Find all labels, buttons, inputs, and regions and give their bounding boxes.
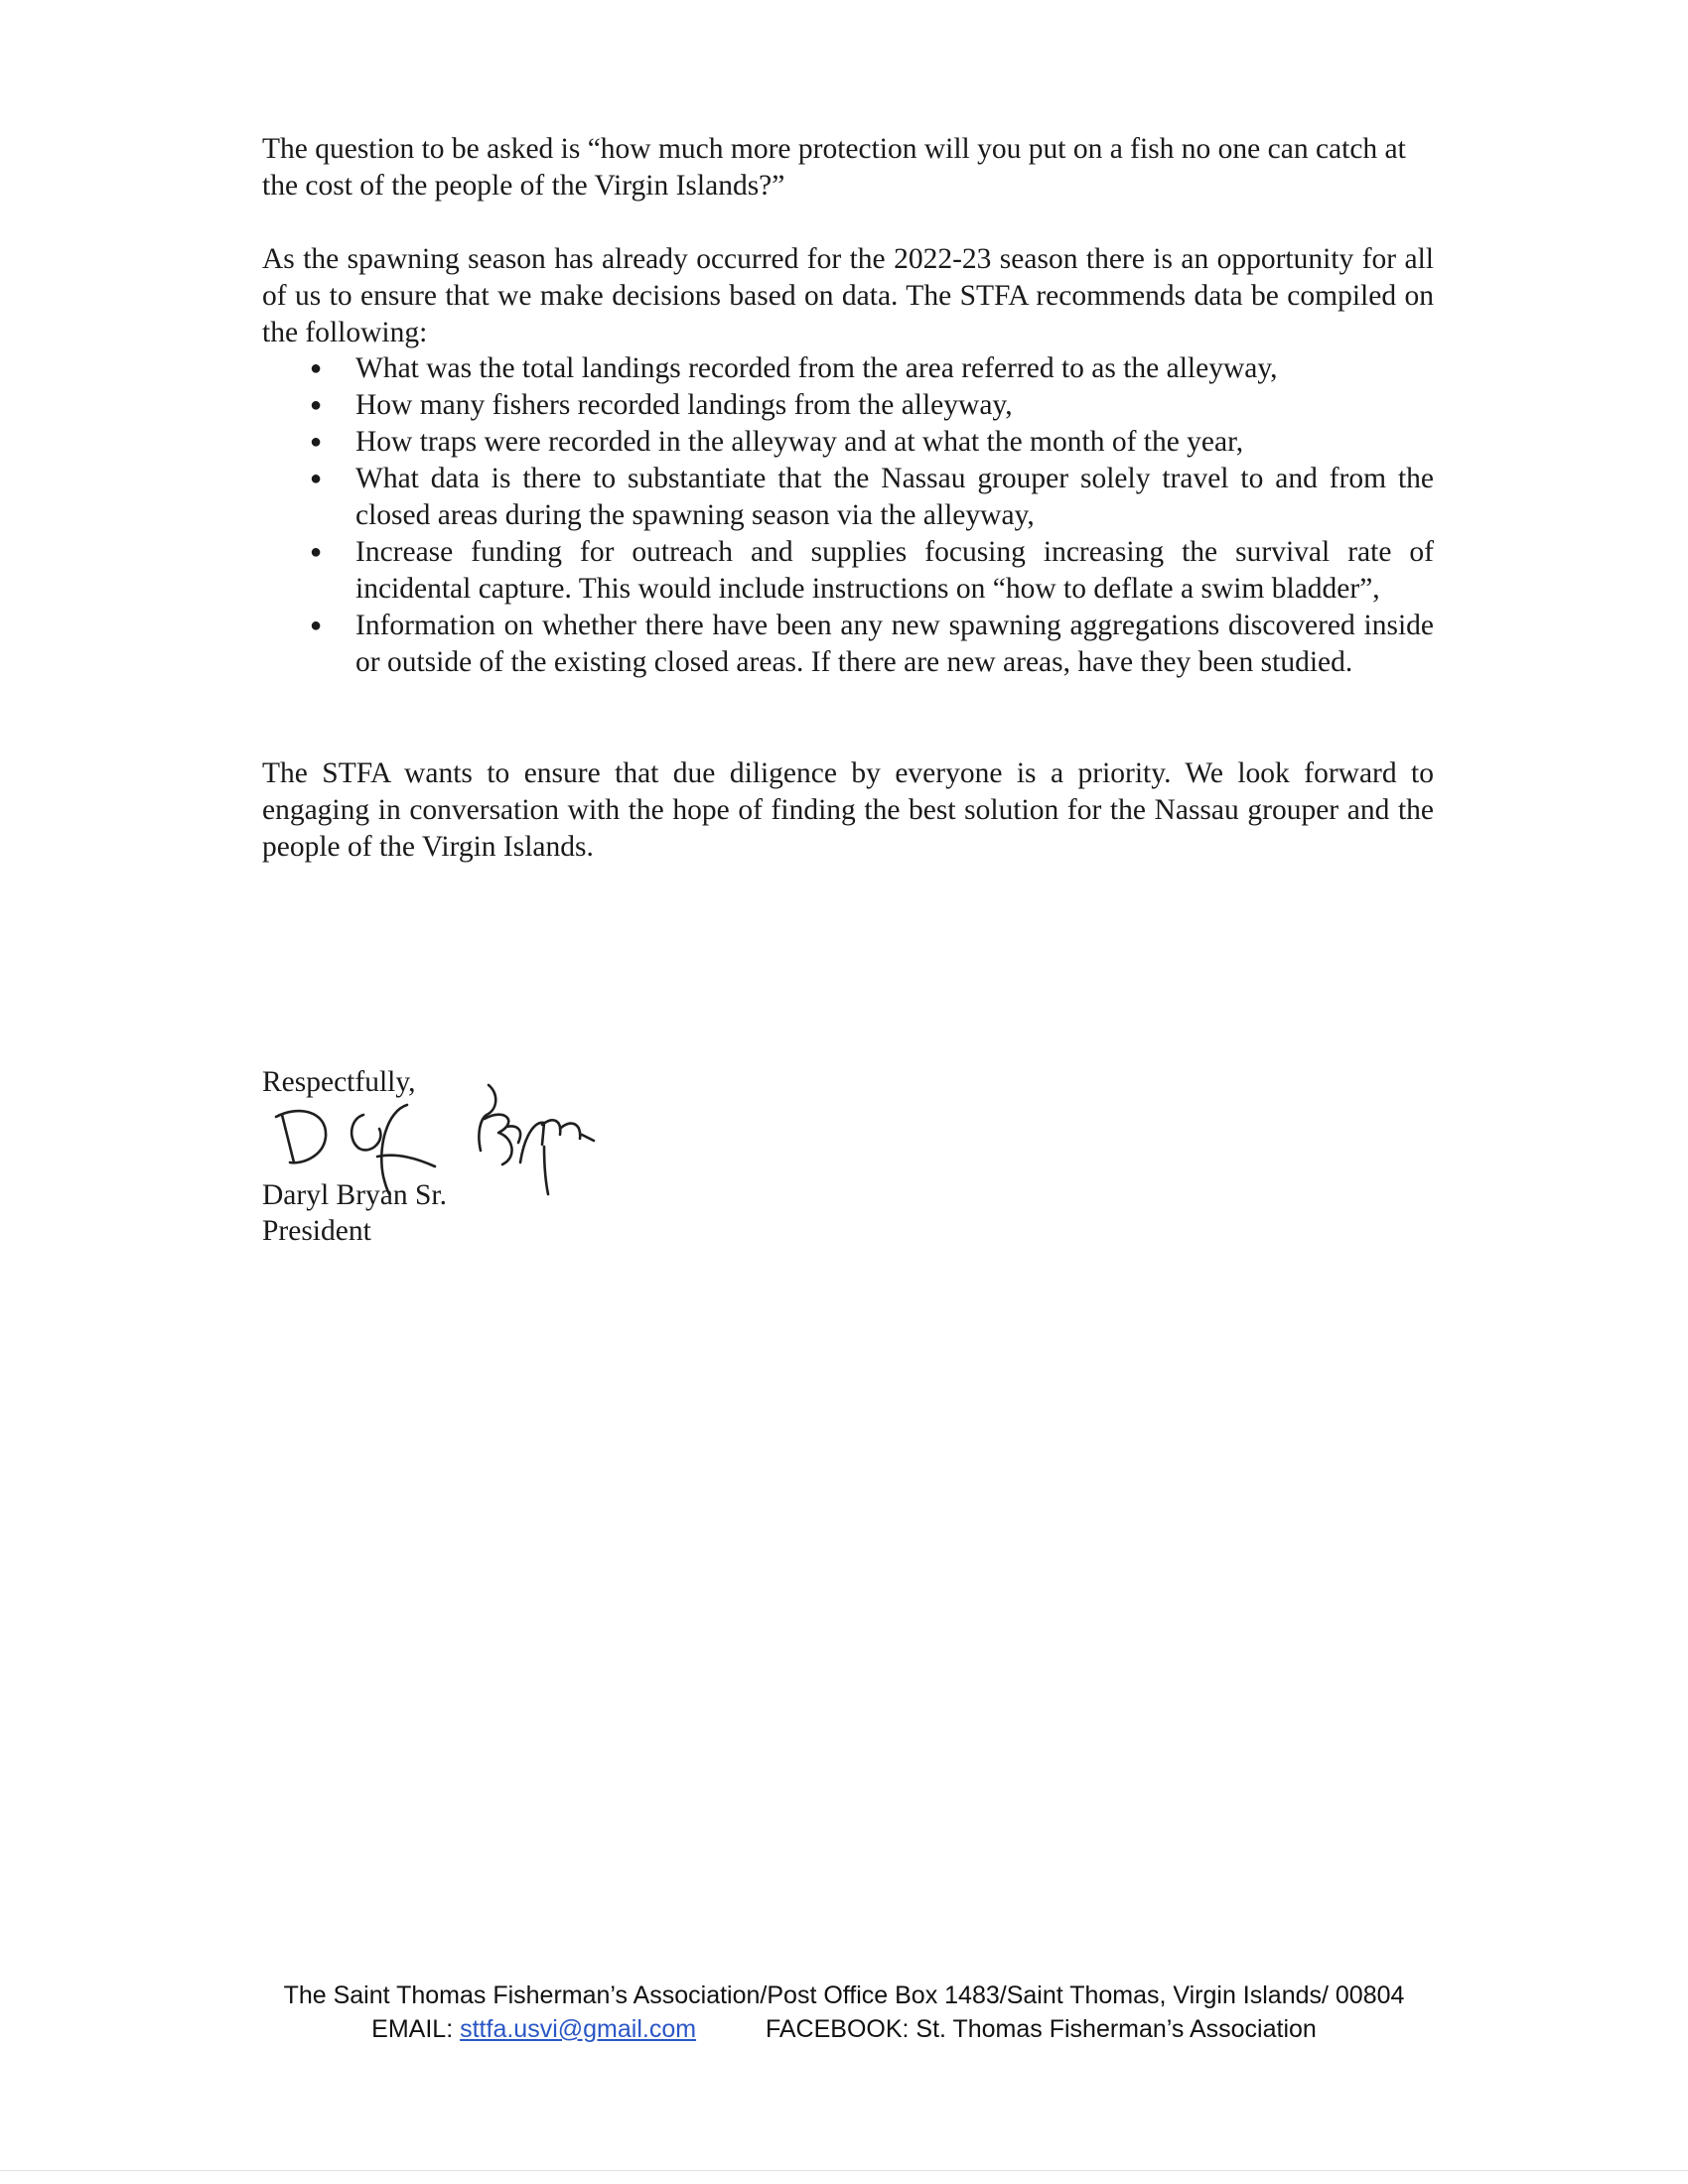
closing-salutation: Respectfully, xyxy=(262,1066,416,1098)
facebook-name: St. Thomas Fisherman’s Association xyxy=(915,2015,1317,2043)
list-item-text: How traps were recorded in the alleyway and at what the month of the year, xyxy=(355,426,1244,458)
paragraph-due-diligence: The STFA wants to ensure that due diligence by everyone is a priority. We look forward to engaging in conversation with the hope of finding the best solution for the Nassau grouper and the people of the Virgin Islands. xyxy=(262,757,1434,863)
recommendations-list xyxy=(310,350,1434,681)
signer-title: President xyxy=(262,1215,371,1247)
list-item xyxy=(310,387,1434,424)
bullet-icon: ● xyxy=(310,394,323,416)
list-item-text: What data is there to substantiate that the Nassau grouper solely travel to and from the closed areas during the spawning season via the alleyway, xyxy=(355,463,1434,531)
scan-edge-line xyxy=(0,2170,1688,2171)
list-item xyxy=(310,424,1434,461)
list-item-text: How many fishers recorded landings from the alleyway, xyxy=(355,389,1013,421)
list-item xyxy=(310,534,1434,608)
list-item-text: Increase funding for outreach and supplies focusing increasing the survival rate of incidental capture. This would include instructions on “how to deflate a swim bladder”, xyxy=(355,536,1434,605)
footer-address: The Saint Thomas Fisherman’s Association/Post Office Box 1483/Saint Thomas, Virgin Islands/ 00804 xyxy=(283,1981,1405,2009)
paragraph-question: The question to be asked is “how much more protection will you put on a fish no one can catch at the cost of the people of the Virgin Islands?” xyxy=(262,133,1406,202)
email-label: EMAIL: xyxy=(371,2015,454,2043)
paragraph-spawning-season: As the spawning season has already occurred for the 2022-23 season there is an opportunity for all of us to ensure that we make decisions based on data. The STFA recommends data be compiled on the following: xyxy=(262,243,1434,348)
email-link[interactable]: sttfa.usvi@gmail.com xyxy=(460,2015,697,2043)
list-item xyxy=(310,608,1434,681)
signer-name: Daryl Bryan Sr. xyxy=(262,1179,447,1211)
bullet-icon: ● xyxy=(310,468,323,489)
list-item-text: What was the total landings recorded from the area referred to as the alleyway, xyxy=(355,352,1278,384)
bullet-icon: ● xyxy=(310,357,323,379)
bullet-icon: ● xyxy=(310,541,323,563)
bullet-icon: ● xyxy=(310,614,323,636)
list-item xyxy=(310,350,1434,387)
list-item xyxy=(310,461,1434,534)
footer-contact xyxy=(0,2013,1688,2046)
facebook-label: FACEBOOK: xyxy=(765,2015,910,2043)
list-item-text: Information on whether there have been any new spawning aggregations discovered inside or outside of the existing closed areas. If there are new areas, have they been studied. xyxy=(355,610,1434,678)
bullet-icon: ● xyxy=(310,431,323,453)
